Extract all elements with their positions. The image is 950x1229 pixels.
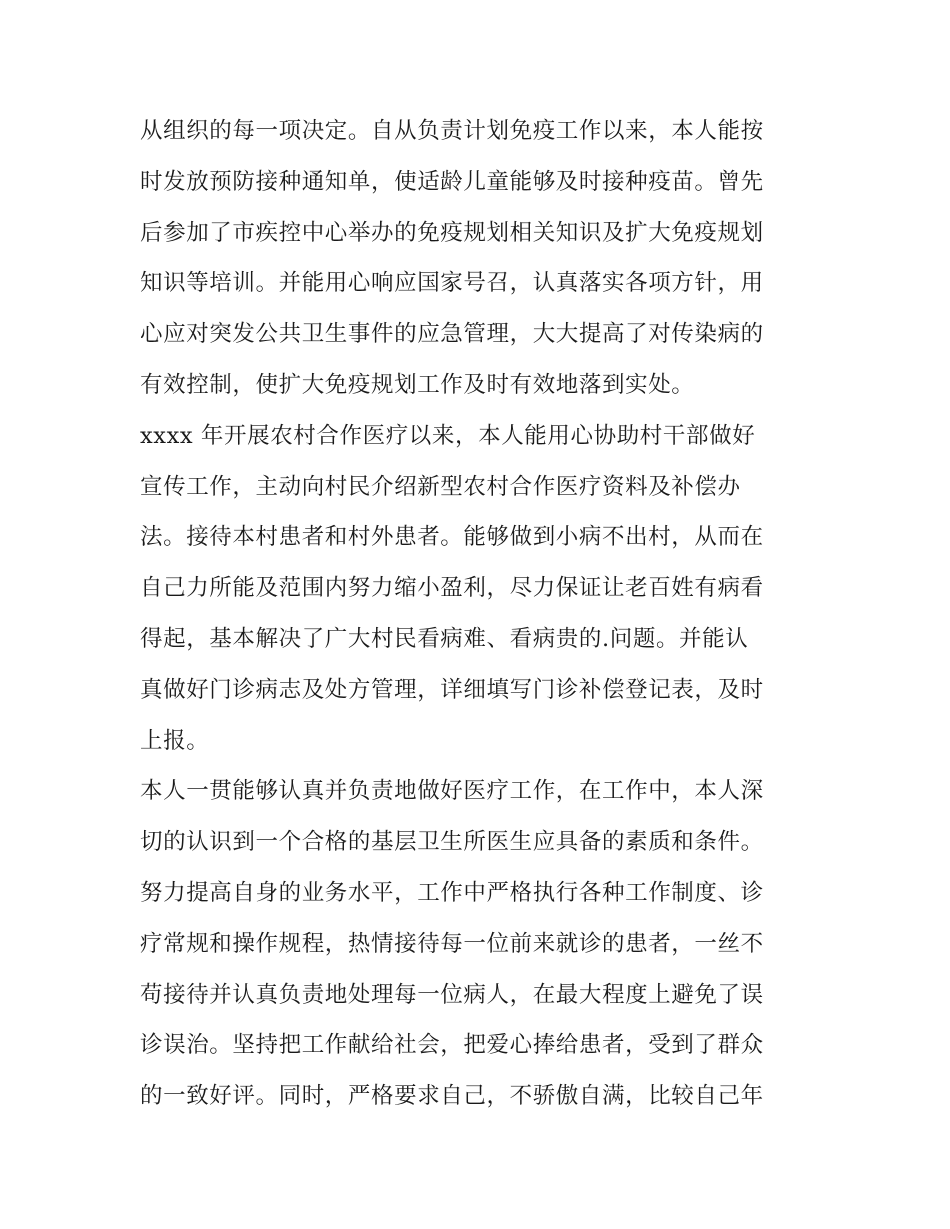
text-line: 努力提高自身的业务水平，工作中严格执行各种工作制度、诊 [140,879,764,906]
text-line: 自己力所能及范围内努力缩小盈利，尽力保证让老百姓有病看 [140,575,764,602]
text-line: 知识等培训。并能用心响应国家号召，认真落实各项方针，用 [140,270,764,297]
text-line: 后参加了市疾控中心举办的免疫规划相关知识及扩大免疫规划 [140,219,764,246]
text-line: 苟接待并认真负责地处理每一位病人，在最大程度上避免了误 [140,981,764,1008]
text-line: 本人一贯能够认真并负责地做好医疗工作，在工作中，本人深 [140,778,764,805]
text-line: 从组织的每一项决定。自从负责计划免疫工作以来，本人能按 [140,118,764,144]
text-line: 心应对突发公共卫生事件的应急管理，大大提高了对传染病的 [140,321,764,348]
text-line: 宣传工作，主动向村民介绍新型农村合作医疗资料及补偿办 [140,473,741,500]
text-line: 疗常规和操作规程，热情接待每一位前来就诊的患者，一丝不 [140,930,764,957]
text-line: 有效控制，使扩大免疫规划工作及时有效地落到实处。 [140,371,695,398]
text-line: 的一致好评。同时，严格要求自己，不骄傲自满，比较自己年 [140,1083,764,1110]
text-line: 真做好门诊病志及处方管理，详细填写门诊补偿登记表，及时 [140,676,764,703]
text-line: xxxx 年开展农村合作医疗以来，本人能用心协助村干部做好 [140,422,756,449]
text-line: 得起，基本解决了广大村民看病难、看病贵的.问题。并能认 [140,625,749,652]
text-line: 上报。 [140,727,210,754]
text-line: 切的认识到一个合格的基层卫生所医生应具备的素质和条件。 [140,829,764,856]
text-line: 法。接待本村患者和村外患者。能够做到小病不出村，从而在 [140,524,764,551]
text-line: 时发放预防接种通知单，使适龄儿童能够及时接种疫苗。曾先 [140,168,764,195]
text-line: 诊误治。坚持把工作献给社会，把爱心捧给患者，受到了群众 [140,1032,764,1059]
document-body [140,106,820,1122]
